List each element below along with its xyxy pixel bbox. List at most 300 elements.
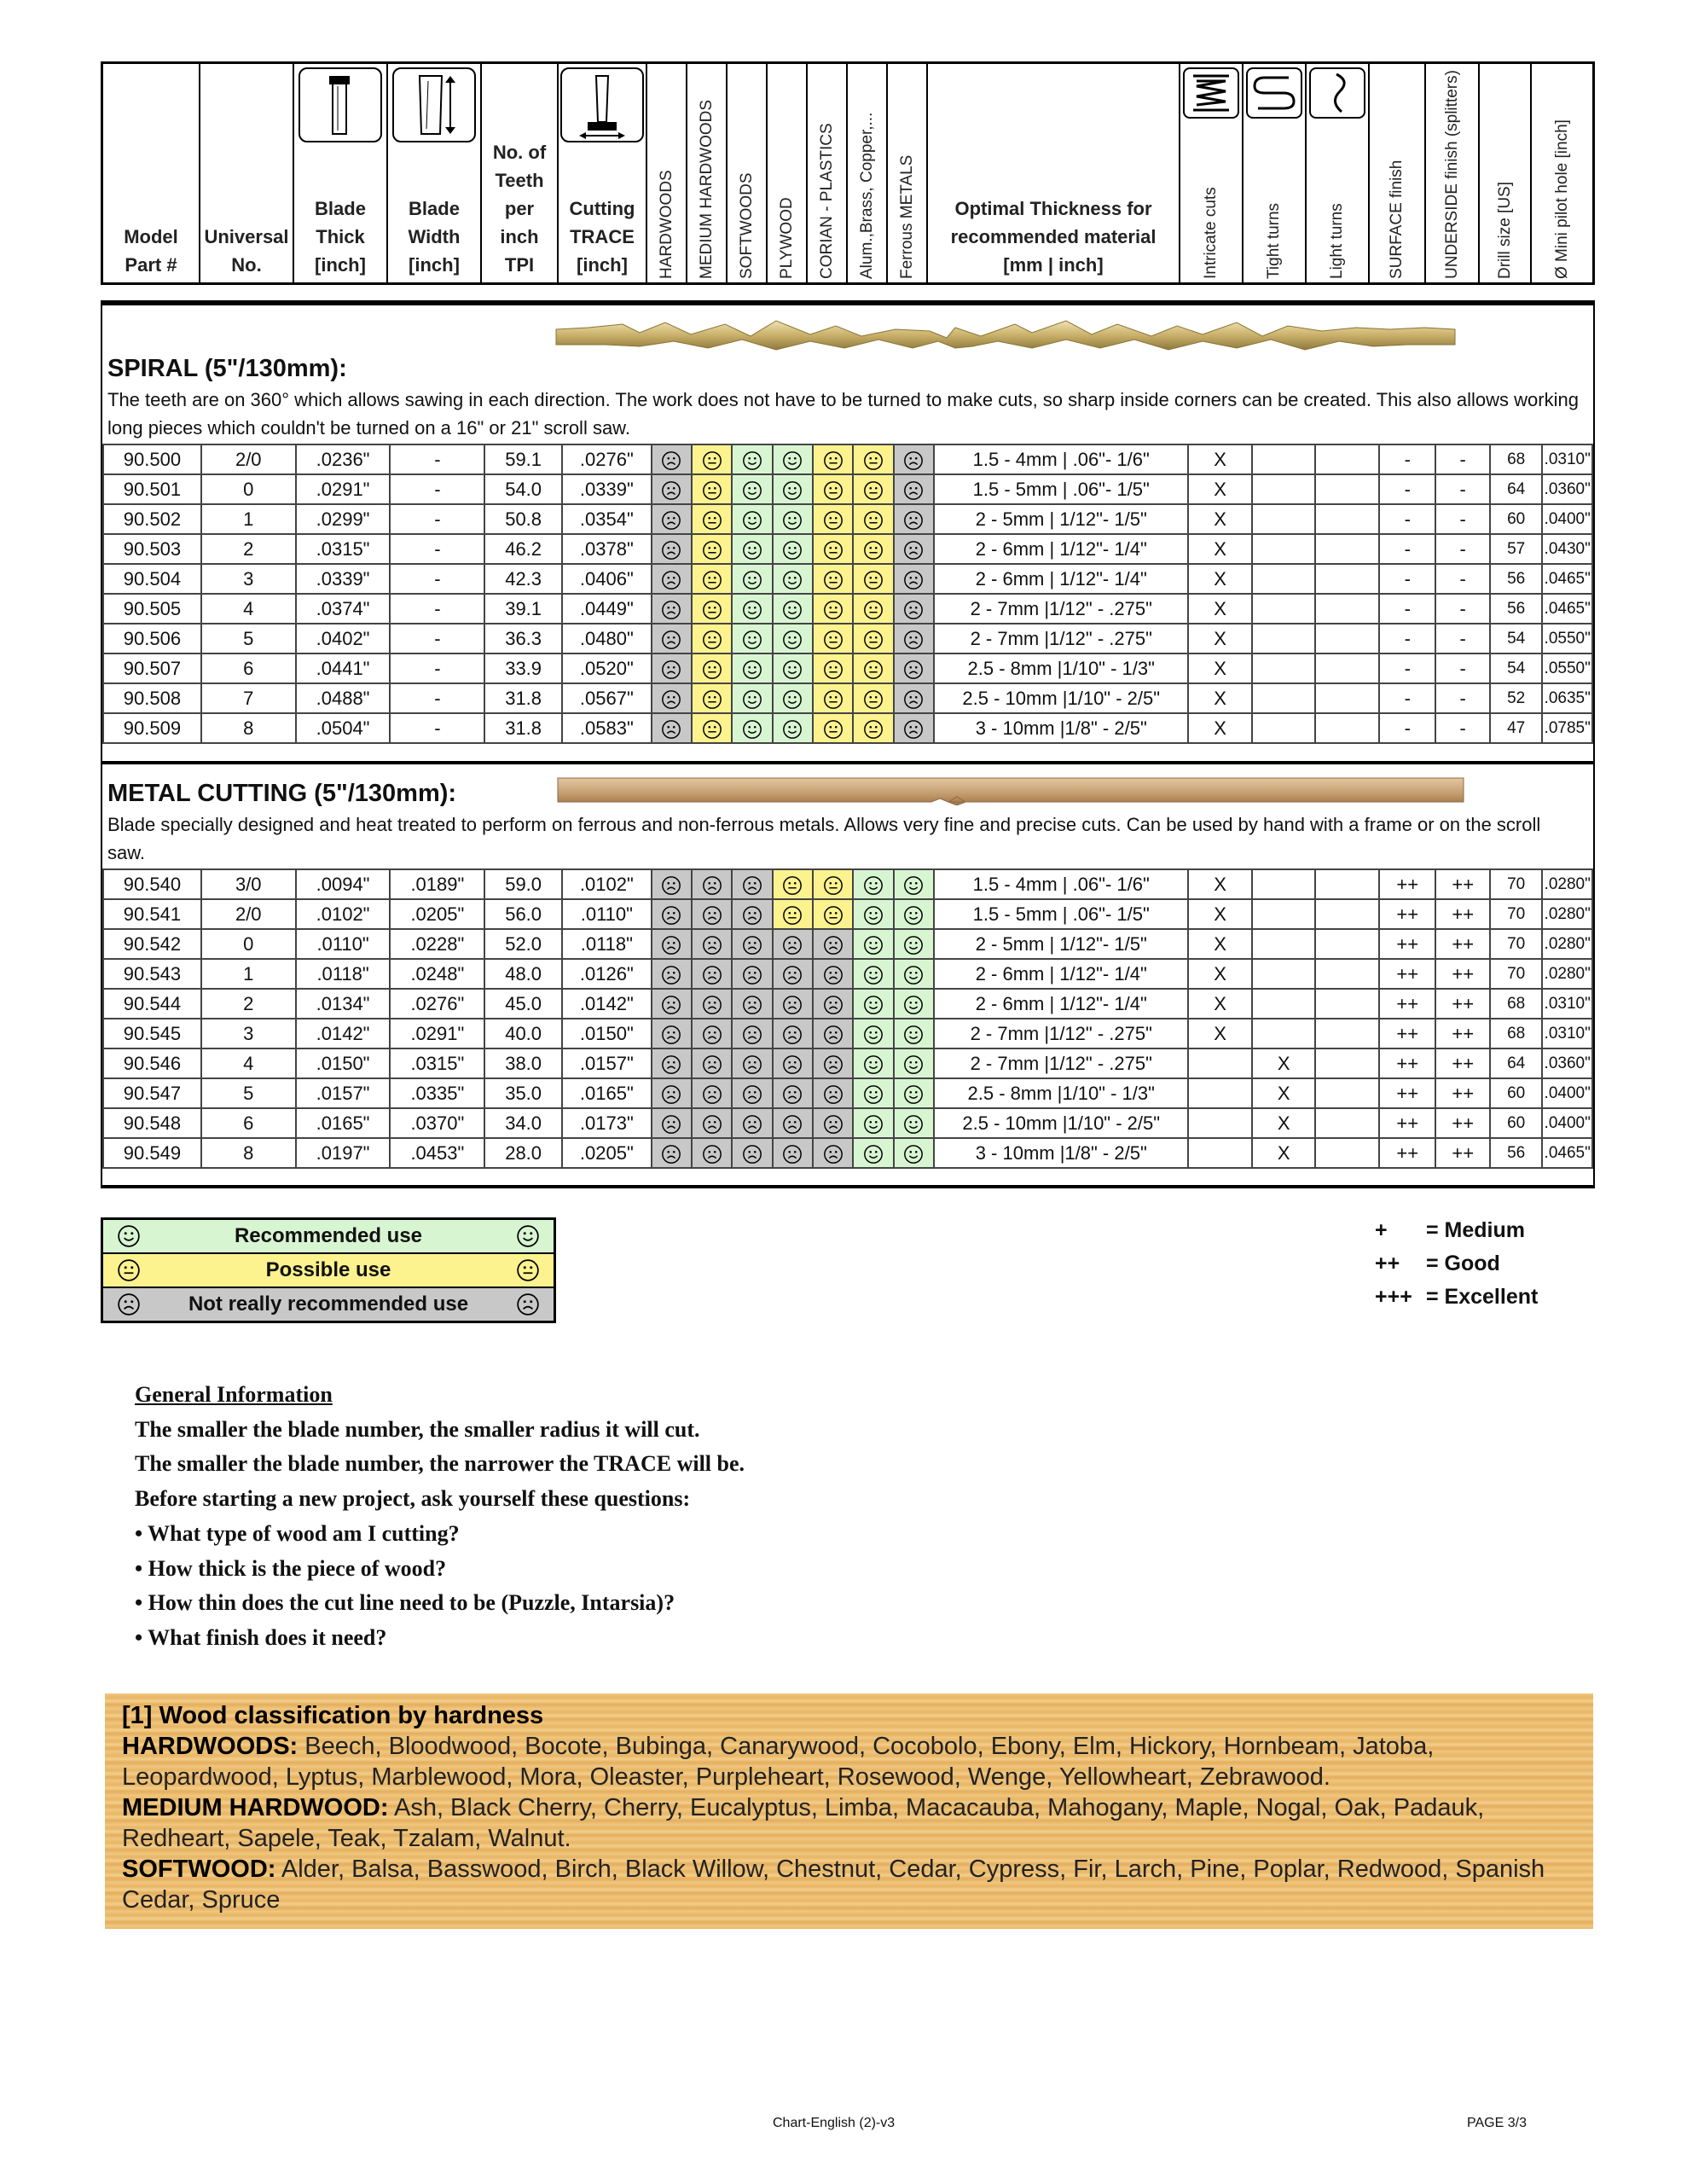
cell-trace: .0142" xyxy=(562,989,652,1019)
neutral-face-icon xyxy=(702,480,722,501)
cell-rating xyxy=(732,989,772,1019)
cell-rating xyxy=(853,929,893,959)
cell-tpi: 35.0 xyxy=(484,1078,562,1108)
cell-rating xyxy=(813,1048,853,1078)
light-turns-icon xyxy=(1309,67,1365,119)
cell-light xyxy=(1315,653,1379,683)
header-trace: Cutting TRACE [inch] xyxy=(559,64,647,282)
header-width: Blade Width [inch] xyxy=(388,64,482,282)
neutral-face-icon xyxy=(782,905,803,926)
cell-intricate: X xyxy=(1188,564,1252,594)
cell-drill: 56 xyxy=(1490,594,1542,624)
cell-pilot: .0310" xyxy=(1542,444,1592,474)
smile-icon xyxy=(903,1025,924,1045)
header-universal: Universal No. xyxy=(200,64,294,282)
frown-icon xyxy=(103,1292,154,1317)
cell-universal: 0 xyxy=(201,929,296,959)
cell-underside: ++ xyxy=(1435,1108,1489,1138)
smile-icon xyxy=(742,689,762,710)
cell-model: 90.502 xyxy=(103,504,201,534)
cell-rating xyxy=(894,444,934,474)
table-row xyxy=(103,683,1592,713)
cell-light xyxy=(1315,1019,1379,1048)
cell-rating xyxy=(894,504,934,534)
cell-optimal: 2.5 - 10mm |1/10" - 2/5" xyxy=(934,683,1188,713)
header-corian: CORIAN - PLASTICS xyxy=(808,64,848,282)
cell-trace: .0520" xyxy=(562,653,652,683)
cell-tpi: 48.0 xyxy=(484,959,562,989)
cell-width: - xyxy=(390,713,484,743)
cell-thick: .0197" xyxy=(296,1138,391,1168)
cell-width: .0248" xyxy=(390,959,484,989)
table-row xyxy=(103,1108,1592,1138)
cell-width: - xyxy=(390,444,484,474)
cell-thick: .0094" xyxy=(296,869,391,899)
smile-icon xyxy=(903,1084,924,1105)
cell-universal: 4 xyxy=(201,594,296,624)
cell-rating xyxy=(692,713,732,743)
frown-icon xyxy=(661,540,681,561)
cell-rating xyxy=(853,1048,893,1078)
cell-width: .0228" xyxy=(390,929,484,959)
frown-icon xyxy=(661,875,681,896)
smile-icon xyxy=(782,570,803,590)
cell-model: 90.543 xyxy=(103,959,201,989)
frown-icon xyxy=(823,995,844,1015)
cell-rating xyxy=(853,989,893,1019)
cell-surface: ++ xyxy=(1379,1138,1435,1168)
column-header xyxy=(101,61,1595,285)
cell-model: 90.549 xyxy=(103,1138,201,1168)
cell-intricate xyxy=(1188,1048,1252,1078)
cell-universal: 0 xyxy=(201,474,296,504)
intricate-cuts-icon xyxy=(1183,67,1239,119)
cell-rating xyxy=(894,653,934,683)
cell-drill: 60 xyxy=(1490,504,1542,534)
cell-optimal: 2 - 7mm |1/12" - .275" xyxy=(934,1019,1188,1048)
cell-optimal: 2 - 7mm |1/12" - .275" xyxy=(934,624,1188,653)
cell-rating xyxy=(853,474,893,504)
cell-rating xyxy=(773,1108,813,1138)
cell-rating xyxy=(853,594,893,624)
cell-intricate: X xyxy=(1188,899,1252,929)
header-light: Light turns xyxy=(1307,64,1370,282)
neutral-face-icon xyxy=(823,600,844,620)
cell-optimal: 1.5 - 5mm | .06"- 1/5" xyxy=(934,899,1188,929)
frown-icon xyxy=(782,1084,803,1105)
cell-rating xyxy=(853,504,893,534)
cell-light xyxy=(1315,564,1379,594)
cell-intricate: X xyxy=(1188,1019,1252,1048)
cell-intricate xyxy=(1188,1108,1252,1138)
cell-tight: X xyxy=(1252,1138,1316,1168)
cell-rating xyxy=(652,989,692,1019)
cell-rating xyxy=(813,1138,853,1168)
table-row xyxy=(103,1048,1592,1078)
cell-rating xyxy=(853,713,893,743)
cell-trace: .0126" xyxy=(562,959,652,989)
smile-icon xyxy=(863,1144,884,1165)
spiral-table xyxy=(102,444,1593,744)
cell-tight xyxy=(1252,929,1316,959)
cell-universal: 6 xyxy=(201,653,296,683)
table-row xyxy=(103,444,1592,474)
cell-underside: ++ xyxy=(1435,929,1489,959)
cell-rating xyxy=(813,989,853,1019)
cell-rating xyxy=(732,683,772,713)
neutral-face-icon xyxy=(823,480,844,501)
cell-underside: ++ xyxy=(1435,1048,1489,1078)
cell-tight xyxy=(1252,713,1316,743)
cell-drill: 60 xyxy=(1490,1078,1542,1108)
cell-universal: 8 xyxy=(201,1138,296,1168)
cell-model: 90.504 xyxy=(103,564,201,594)
table-row xyxy=(103,474,1592,504)
smile-icon xyxy=(903,905,924,926)
neutral-face-icon xyxy=(823,689,844,710)
cell-rating xyxy=(652,594,692,624)
cell-drill: 64 xyxy=(1490,1048,1542,1078)
cell-tight xyxy=(1252,1019,1316,1048)
cell-model: 90.500 xyxy=(103,444,201,474)
smile-icon xyxy=(903,875,924,896)
cell-rating xyxy=(853,869,893,899)
smile-icon xyxy=(782,480,803,501)
frown-icon xyxy=(661,1025,681,1045)
cell-drill: 70 xyxy=(1490,899,1542,929)
neutral-face-icon xyxy=(702,540,722,561)
frown-icon xyxy=(823,935,844,956)
cell-intricate: X xyxy=(1188,594,1252,624)
cell-tpi: 46.2 xyxy=(484,534,562,564)
cell-universal: 3 xyxy=(201,1019,296,1048)
cell-tight xyxy=(1252,504,1316,534)
frown-icon xyxy=(903,540,924,561)
cell-rating xyxy=(652,869,692,899)
frown-icon xyxy=(823,1084,844,1105)
cell-trace: .0102" xyxy=(562,869,652,899)
cell-thick: .0339" xyxy=(296,564,391,594)
cell-thick: .0157" xyxy=(296,1078,391,1108)
cell-rating xyxy=(732,929,772,959)
cell-pilot: .0635" xyxy=(1542,683,1592,713)
general-line: The smaller the blade number, the narrower the TRACE will be. xyxy=(135,1451,745,1477)
cell-rating xyxy=(773,929,813,959)
legend-not-recommended: Not really recommended use xyxy=(103,1288,554,1321)
cell-drill: 70 xyxy=(1490,869,1542,899)
smile-icon xyxy=(863,1025,884,1045)
cell-thick: .0504" xyxy=(296,713,391,743)
cell-pilot: .0360" xyxy=(1542,474,1592,504)
cell-rating xyxy=(692,1048,732,1078)
cell-underside: - xyxy=(1435,683,1489,713)
cell-surface: ++ xyxy=(1379,989,1435,1019)
cell-rating xyxy=(652,713,692,743)
cell-intricate xyxy=(1188,1138,1252,1168)
cell-intricate: X xyxy=(1188,929,1252,959)
table-row xyxy=(103,1019,1592,1048)
cell-optimal: 2.5 - 8mm |1/10" - 1/3" xyxy=(934,1078,1188,1108)
smile-icon xyxy=(742,570,762,590)
cell-optimal: 3 - 10mm |1/8" - 2/5" xyxy=(934,1138,1188,1168)
cell-rating xyxy=(894,1078,934,1108)
general-line: • How thin does the cut line need to be (Puzzle, Intarsia)? xyxy=(135,1590,675,1616)
cell-pilot: .0280" xyxy=(1542,899,1592,929)
frown-icon xyxy=(823,1025,844,1045)
cell-rating xyxy=(773,1138,813,1168)
cell-rating xyxy=(652,504,692,534)
smile-icon xyxy=(782,630,803,650)
frown-icon xyxy=(502,1292,554,1317)
cell-rating xyxy=(692,869,732,899)
cell-tpi: 34.0 xyxy=(484,1108,562,1138)
frown-icon xyxy=(661,935,681,956)
cell-width: - xyxy=(390,564,484,594)
cell-rating xyxy=(732,534,772,564)
cell-rating xyxy=(773,534,813,564)
cell-rating xyxy=(813,504,853,534)
header-pilot: Ø Mini pilot hole [inch] xyxy=(1552,119,1571,279)
cell-rating xyxy=(732,1048,772,1078)
header-drill: Drill size [US] xyxy=(1480,64,1532,282)
cell-light xyxy=(1315,504,1379,534)
cell-tpi: 52.0 xyxy=(484,929,562,959)
neutral-face-icon xyxy=(823,540,844,561)
frown-icon xyxy=(702,1084,722,1105)
rating-key xyxy=(1375,1218,1538,1318)
cell-intricate: X xyxy=(1188,444,1252,474)
neutral-face-icon xyxy=(702,719,722,740)
neutral-face-icon xyxy=(823,875,844,896)
wood-softwood: SOFTWOOD: Alder, Balsa, Basswood, Birch, Black Willow, Chestnut, Cedar, Cypress, Fir, Larch, Pine, Poplar, Redwood, Spanish Cedar, Spruce xyxy=(122,1856,1545,1914)
cell-universal: 2/0 xyxy=(201,444,296,474)
cell-pilot: .0360" xyxy=(1542,1048,1592,1078)
table-row xyxy=(103,534,1592,564)
cell-tight xyxy=(1252,869,1316,899)
cell-rating xyxy=(853,959,893,989)
cell-light xyxy=(1315,1108,1379,1138)
general-line: • What finish does it need? xyxy=(135,1624,387,1650)
cell-rating xyxy=(692,683,732,713)
cell-universal: 3/0 xyxy=(201,869,296,899)
cell-pilot: .0400" xyxy=(1542,1078,1592,1108)
cell-rating xyxy=(813,594,853,624)
cell-pilot: .0400" xyxy=(1542,1108,1592,1138)
cell-rating xyxy=(773,899,813,929)
wood-title: [1] Wood classification by hardness xyxy=(122,1702,544,1729)
cell-thick: .0118" xyxy=(296,959,391,989)
cell-tpi: 31.8 xyxy=(484,683,562,713)
cell-optimal: 2 - 6mm | 1/12"- 1/4" xyxy=(934,959,1188,989)
neutral-face-icon xyxy=(702,600,722,620)
cell-underside: ++ xyxy=(1435,1138,1489,1168)
cell-thick: .0142" xyxy=(296,1019,391,1048)
neutral-face-icon xyxy=(823,570,844,590)
cell-rating xyxy=(894,989,934,1019)
cell-rating xyxy=(894,474,934,504)
smile-icon xyxy=(863,875,884,896)
metal-section xyxy=(101,764,1595,1188)
smile-icon xyxy=(903,1054,924,1075)
cell-pilot: .0550" xyxy=(1542,653,1592,683)
cell-light xyxy=(1315,713,1379,743)
cell-optimal: 2 - 6mm | 1/12"- 1/4" xyxy=(934,564,1188,594)
cell-rating xyxy=(732,959,772,989)
frown-icon xyxy=(903,510,924,531)
cell-rating xyxy=(894,1048,934,1078)
cell-model: 90.546 xyxy=(103,1048,201,1078)
cell-width: - xyxy=(390,594,484,624)
cell-width: - xyxy=(390,504,484,534)
neutral-face-icon xyxy=(782,875,803,896)
smile-icon xyxy=(863,1084,884,1105)
cell-model: 90.508 xyxy=(103,683,201,713)
cell-rating xyxy=(692,989,732,1019)
neutral-face-icon xyxy=(823,659,844,680)
cell-optimal: 2 - 7mm |1/12" - .275" xyxy=(934,1048,1188,1078)
table-row xyxy=(103,869,1592,899)
cell-pilot: .0550" xyxy=(1542,624,1592,653)
cell-rating xyxy=(853,899,893,929)
cell-tpi: 56.0 xyxy=(484,899,562,929)
cell-width: .0335" xyxy=(390,1078,484,1108)
cell-surface: ++ xyxy=(1379,929,1435,959)
cell-drill: 60 xyxy=(1490,1108,1542,1138)
cell-rating xyxy=(732,899,772,929)
cell-rating xyxy=(732,564,772,594)
wood-hardwoods: HARDWOODS: Beech, Bloodwood, Bocote, Bubinga, Canarywood, Cocobolo, Ebony, Elm, Hickory, Hornbeam, Jatoba, Leopardwood, Lyptus, Marblewood, Mora, Oleaster, Purpleheart, Rosewood, Wenge, Yellowheart, Zebrawood. xyxy=(122,1733,1435,1791)
cell-rating xyxy=(652,1048,692,1078)
cell-trace: .0118" xyxy=(562,929,652,959)
header-medium-hardwoods: MEDIUM HARDWOODS xyxy=(687,64,728,282)
cell-model: 90.548 xyxy=(103,1108,201,1138)
cell-underside: ++ xyxy=(1435,1019,1489,1048)
cell-trace: .0354" xyxy=(562,504,652,534)
frown-icon xyxy=(702,875,722,896)
cell-rating xyxy=(732,869,772,899)
legend-recommended: Recommended use xyxy=(103,1220,554,1254)
smile-icon xyxy=(742,600,762,620)
frown-icon xyxy=(782,1054,803,1075)
frown-icon xyxy=(782,1025,803,1045)
cell-rating xyxy=(894,959,934,989)
smile-icon xyxy=(863,1054,884,1075)
spiral-title: SPIRAL (5"/130mm): xyxy=(107,355,347,382)
cell-intricate xyxy=(1188,1078,1252,1108)
frown-icon xyxy=(823,965,844,985)
table-row xyxy=(103,899,1592,929)
frown-icon xyxy=(742,875,762,896)
cell-rating xyxy=(692,474,732,504)
cell-surface: ++ xyxy=(1379,1108,1435,1138)
cell-trace: .0378" xyxy=(562,534,652,564)
cell-rating xyxy=(853,1019,893,1048)
frown-icon xyxy=(702,965,722,985)
frown-icon xyxy=(742,965,762,985)
metal-description: Blade specially designed and heat treated to perform on ferrous and non-ferrous metals. Allows very fine and precise cuts. Can be used by hand with a frame or on the scroll saw. xyxy=(107,814,1541,863)
general-heading: General Information xyxy=(135,1382,333,1407)
cell-drill: 68 xyxy=(1490,989,1542,1019)
neutral-face-icon xyxy=(502,1258,554,1283)
cell-trace: .0339" xyxy=(562,474,652,504)
cell-surface: - xyxy=(1379,564,1435,594)
cell-rating xyxy=(692,444,732,474)
cell-width: .0276" xyxy=(390,989,484,1019)
cell-rating xyxy=(692,1078,732,1108)
cell-rating xyxy=(652,534,692,564)
cell-rating xyxy=(773,989,813,1019)
smile-icon xyxy=(863,995,884,1015)
cell-tight: X xyxy=(1252,1108,1316,1138)
cell-rating xyxy=(732,713,772,743)
smile-icon xyxy=(782,719,803,740)
cell-thick: .0110" xyxy=(296,929,391,959)
cell-tight xyxy=(1252,624,1316,653)
cell-rating xyxy=(692,504,732,534)
smile-icon xyxy=(782,450,803,471)
cell-surface: - xyxy=(1379,504,1435,534)
frown-icon xyxy=(742,935,762,956)
cell-rating xyxy=(813,899,853,929)
cell-width: .0205" xyxy=(390,899,484,929)
cell-rating xyxy=(894,564,934,594)
cell-rating xyxy=(773,683,813,713)
cell-tight xyxy=(1252,989,1316,1019)
table-row xyxy=(103,929,1592,959)
cell-rating xyxy=(692,653,732,683)
cell-rating xyxy=(813,564,853,594)
neutral-face-icon xyxy=(702,689,722,710)
cell-rating xyxy=(732,1108,772,1138)
frown-icon xyxy=(661,1114,681,1135)
smile-icon xyxy=(863,965,884,985)
frown-icon xyxy=(661,1144,681,1165)
cell-trace: .0110" xyxy=(562,899,652,929)
cell-underside: - xyxy=(1435,474,1489,504)
cell-model: 90.505 xyxy=(103,594,201,624)
cell-tpi: 39.1 xyxy=(484,594,562,624)
cell-surface: ++ xyxy=(1379,869,1435,899)
cell-tight xyxy=(1252,444,1316,474)
cell-tpi: 45.0 xyxy=(484,989,562,1019)
cell-intricate: X xyxy=(1188,534,1252,564)
cell-pilot: .0310" xyxy=(1542,989,1592,1019)
general-line: The smaller the blade number, the smaller radius it will cut. xyxy=(135,1416,700,1442)
frown-icon xyxy=(661,630,681,650)
cell-pilot: .0280" xyxy=(1542,869,1592,899)
blade-thick-icon xyxy=(299,67,382,142)
header-intricate: Intricate cuts xyxy=(1180,64,1244,282)
cell-trace: .0480" xyxy=(562,624,652,653)
cell-optimal: 2 - 5mm | 1/12"- 1/5" xyxy=(934,504,1188,534)
cell-rating xyxy=(773,474,813,504)
smile-icon xyxy=(903,935,924,956)
frown-icon xyxy=(742,995,762,1015)
cell-surface: - xyxy=(1379,713,1435,743)
cell-surface: - xyxy=(1379,444,1435,474)
cell-rating xyxy=(813,1019,853,1048)
general-line: Before starting a new project, ask yourself these questions: xyxy=(135,1486,691,1512)
header-model: Model Part # xyxy=(103,64,200,282)
cell-rating xyxy=(813,713,853,743)
cell-pilot: .0465" xyxy=(1542,594,1592,624)
cell-universal: 7 xyxy=(201,683,296,713)
cell-rating xyxy=(732,653,772,683)
cell-width: .0453" xyxy=(390,1138,484,1168)
frown-icon xyxy=(742,1025,762,1045)
cell-universal: 1 xyxy=(201,504,296,534)
cell-universal: 3 xyxy=(201,564,296,594)
